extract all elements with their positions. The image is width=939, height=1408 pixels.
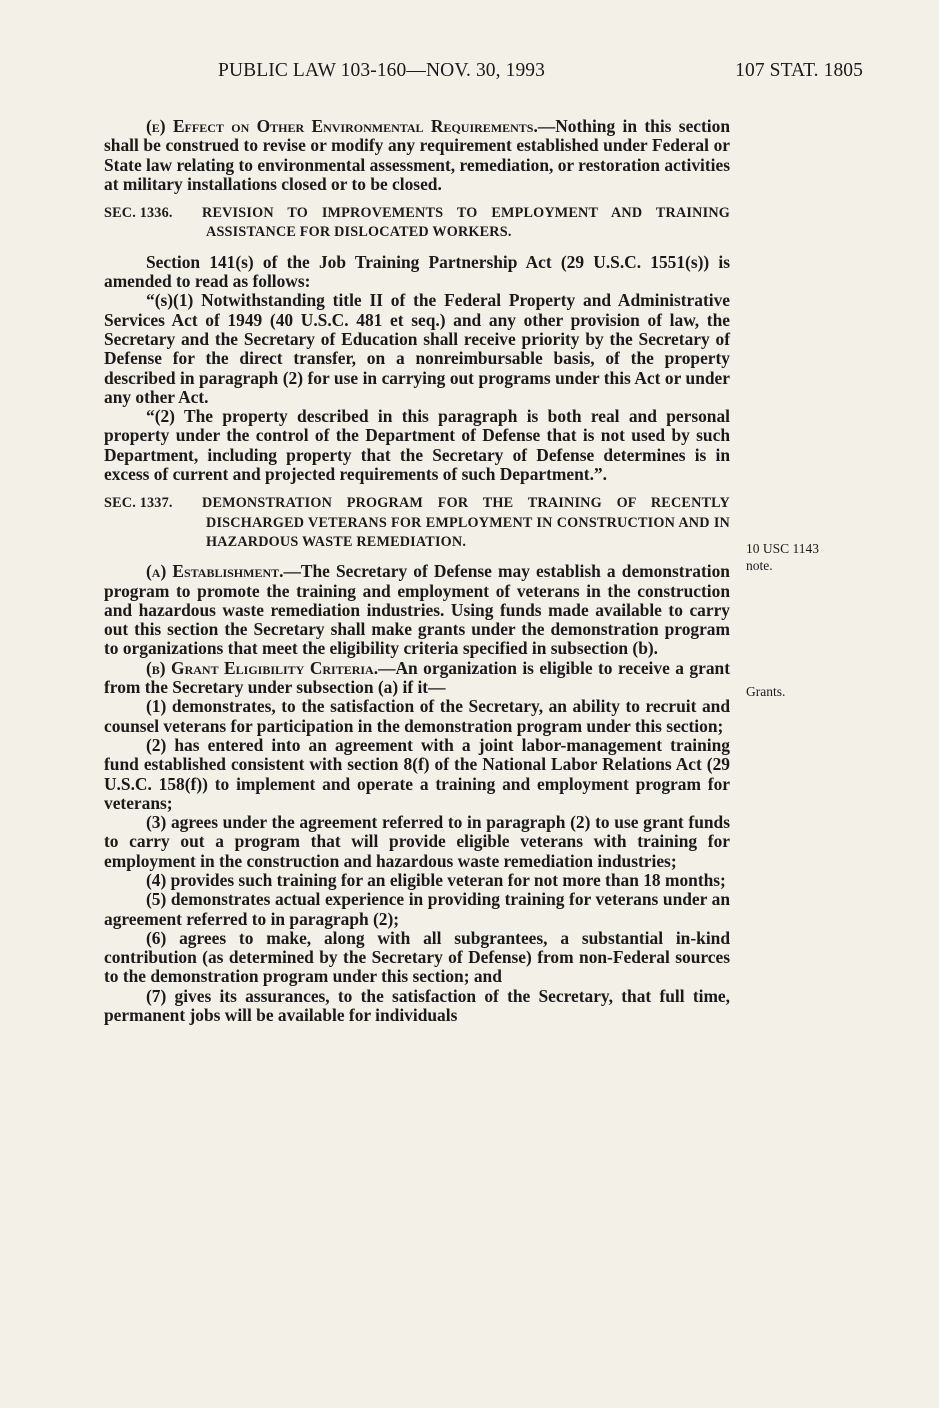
criteria-item-2: (2) has entered into an agreement with a joint labor-management training fund established consistent with section 8(f) of the National Labor Relations Act (29 U.S.C. 158(f)) to implement and operate a training and employment program for veterans;	[104, 734, 730, 813]
sec-1336-para-2: “(2) The property described in this paragraph is both real and personal property under the control of the Department of Defense that is not used by such Department, including property that the Secretary of Defense determines is in excess of current and projected requirements of such Department.”.	[104, 406, 730, 485]
criteria-item-1: (1) demonstrates, to the satisfaction of the Secretary, an ability to recruit and counsel veterans for participation in the demonstration program under this section;	[104, 696, 730, 736]
sec-1336-intro: Section 141(s) of the Job Training Partnership Act (29 U.S.C. 1551(s)) is amended to read as follows:	[104, 251, 730, 292]
sec-1336-title: REVISION TO IMPROVEMENTS TO EMPLOYMENT AND TRAINING ASSISTANCE FOR DISLOCATED WORKERS.	[202, 205, 730, 241]
subsection-a-text: —The Secretary of Defense may establish a demonstration program to promote the training and employment of veterans in the construction and hazardous waste remediation industries. Using funds made available to carry out this section the Secretary shall make grants under the demonstration program to organizations that meet the eligibility criteria specified in subsection (b).	[104, 561, 730, 659]
subsection-e-heading: (e) Effect on Other Environmental Requirements.	[146, 116, 538, 136]
criteria-item-6: (6) agrees to make, along with all subgrantees, a substantial in-kind contribution (as determined by the Secretary of Defense) from non-Federal sources to the demonstration program under this section; and	[104, 927, 730, 987]
running-head: PUBLIC LAW 103-160—NOV. 30, 1993	[218, 60, 546, 81]
criteria-item-3: (3) agrees under the agreement referred to in paragraph (2) to use grant funds to carry out a program that will provide eligible veterans with training for employment in the construction and hazardous waste remediation industries;	[104, 812, 730, 871]
sec-1336-heading	[104, 204, 730, 243]
sec-1336-number: SEC. 1336.	[104, 205, 173, 222]
criteria-item-5: (5) demonstrates actual experience in providing training for veterans under an agreement referred to in paragraph (2);	[104, 889, 730, 929]
sec-1337-title: DEMONSTRATION PROGRAM FOR THE TRAINING OF RECENTLY DISCHARGED VETERANS FOR EMPLOYMENT IN CONSTRUCTION AND IN HAZARDOUS WASTE REMEDIATION.	[202, 495, 730, 550]
criteria-item-4: (4) provides such training for an eligible veteran for not more than 18 months;	[146, 869, 726, 890]
body-text	[104, 117, 730, 1025]
subsection-b-text: —An organization is eligible to receive a grant from the Secretary under subsection (a) if it—	[104, 657, 730, 698]
usc-note-line1: 10 USC 1143	[746, 541, 820, 556]
page-header	[218, 60, 863, 90]
margin-note-usc	[746, 540, 856, 574]
usc-note-line2: note.	[746, 558, 773, 573]
subsection-b	[104, 659, 730, 698]
sec-1336-para-s1: “(s)(1) Notwithstanding title II of the Federal Property and Administrative Services Act of 1949 (40 U.S.C. 481 et seq.) and any other provision of law, the Secretary and the Secretary of Education shall receive priority by the Secretary of Defense for the direct transfer, on a nonreimbursable basis, of the property described in paragraph (2) for use in carrying out programs under this Act or under any other Act.	[104, 290, 730, 407]
statute-citation: 107 STAT. 1805	[735, 60, 863, 81]
subsection-a-heading: (a) Establishment.	[146, 561, 284, 582]
subsection-b-heading: (b) Grant Eligibility Criteria.	[146, 657, 379, 678]
sec-1337-heading	[104, 494, 730, 552]
subsection-e-text: —Nothing in this section shall be construed to revise or modify any requirement established under Federal or State law relating to environmental assessment, remediation, or restoration activities at military installations closed or to be closed.	[104, 116, 730, 194]
subsection-a	[104, 562, 730, 658]
sec-1337-number: SEC. 1337.	[104, 495, 173, 512]
margin-note-grants: Grants.	[746, 684, 786, 699]
criteria-item-7: (7) gives its assurances, to the satisfaction of the Secretary, that full time, permanent jobs will be available for individuals	[104, 985, 730, 1026]
subsection-e	[104, 117, 730, 194]
